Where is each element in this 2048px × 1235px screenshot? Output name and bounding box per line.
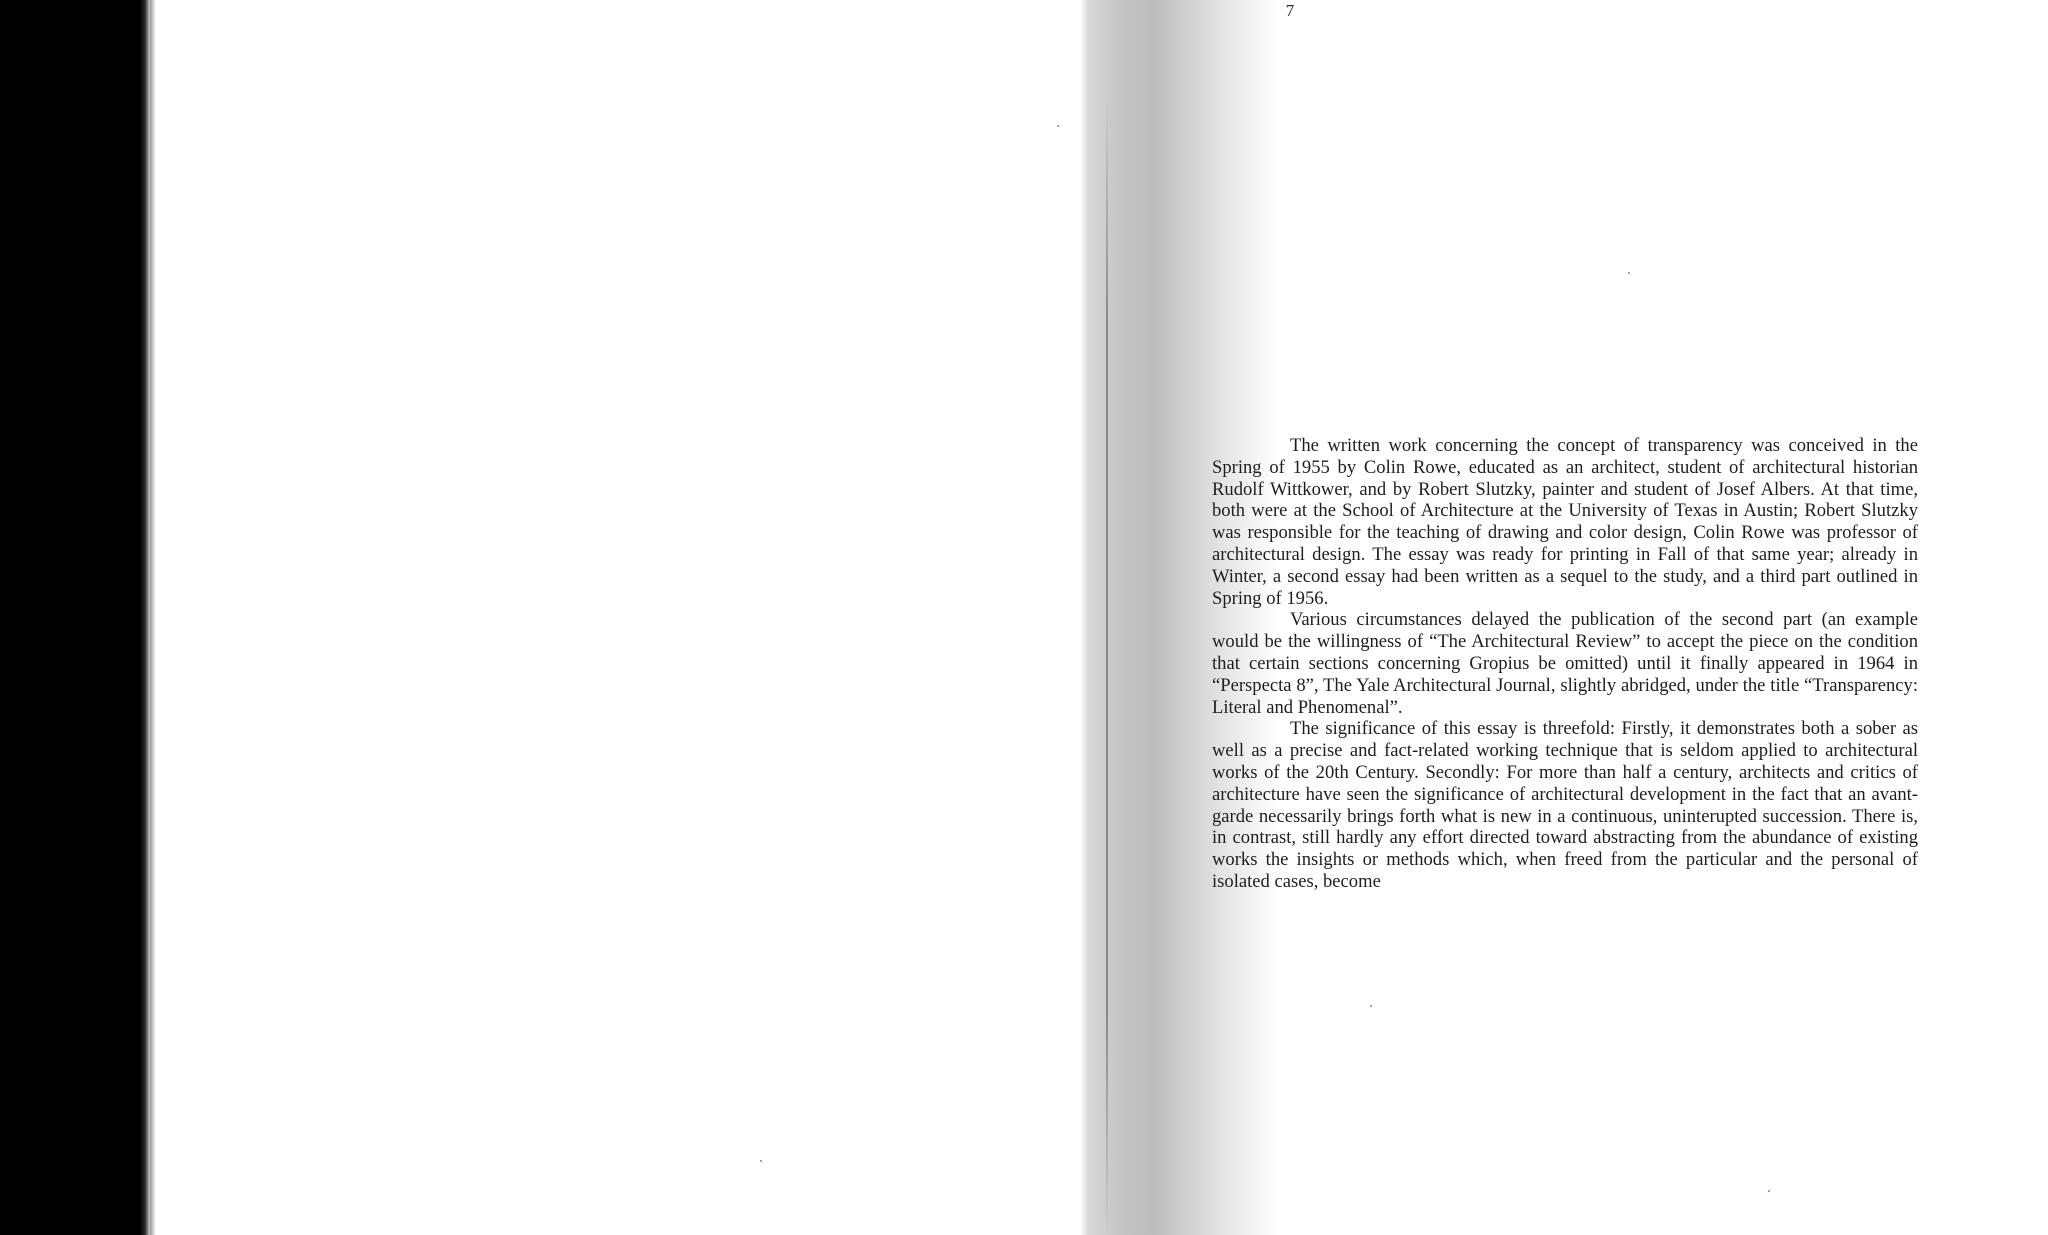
left-page-blank [156, 0, 1080, 1235]
gutter-fold-line [1106, 100, 1108, 1235]
scan-black-margin [0, 0, 150, 1235]
scan-speck [1628, 272, 1630, 274]
scan-speck [1370, 1005, 1372, 1007]
page-number: 7 [1285, 1, 1295, 20]
paragraph: The significance of this essay is threefold: Firstly, it demonstrates both a sober as well as a precise and fact-related working technique that is seldom applied to architectural works of the 20th Century. Secondly: For more than half a century, architects and critics of architecture have seen the significance of architectural development in the fact that an avant-garde necessarily brings forth what is new in a continuous, uninterupted succession. There is, in contrast, still hardly any effort directed toward abstracting from the abundance of existing works the insights or methods which, when freed from the particular and the personal of isolated cases, become [1212, 718, 1918, 892]
body-text [1212, 435, 1918, 893]
scan-speck [1768, 1190, 1770, 1192]
paragraph: The written work concerning the concept of transparency was conceived in the Spring of 1955 by Colin Rowe, educated as an architect, student of architectural historian Rudolf Wittkower, and by Robert Slutzky, painter and student of Josef Albers. At that time, both were at the School of Architecture at the University of Texas in Austin; Robert Slutzky was responsible for the teaching of drawing and color design, Colin Rowe was professor of architectural design. The essay was ready for printing in Fall of that same year; already in Winter, a second essay had been written as a sequel to the study, and a third part outlined in Spring of 1956. [1212, 435, 1918, 609]
scan-speck [760, 1160, 762, 1162]
scan-speck [1057, 125, 1059, 127]
paragraph: Various circumstances delayed the publication of the second part (an example would be the willingness of “The Architectural Review” to accept the piece on the condition that certain sections concerning Gropius be omitted) until it finally appeared in 1964 in “Perspecta 8”, The Yale Architectural Journal, slightly abridged, under the title “Transparency: Literal and Phenomenal”. [1212, 609, 1918, 718]
